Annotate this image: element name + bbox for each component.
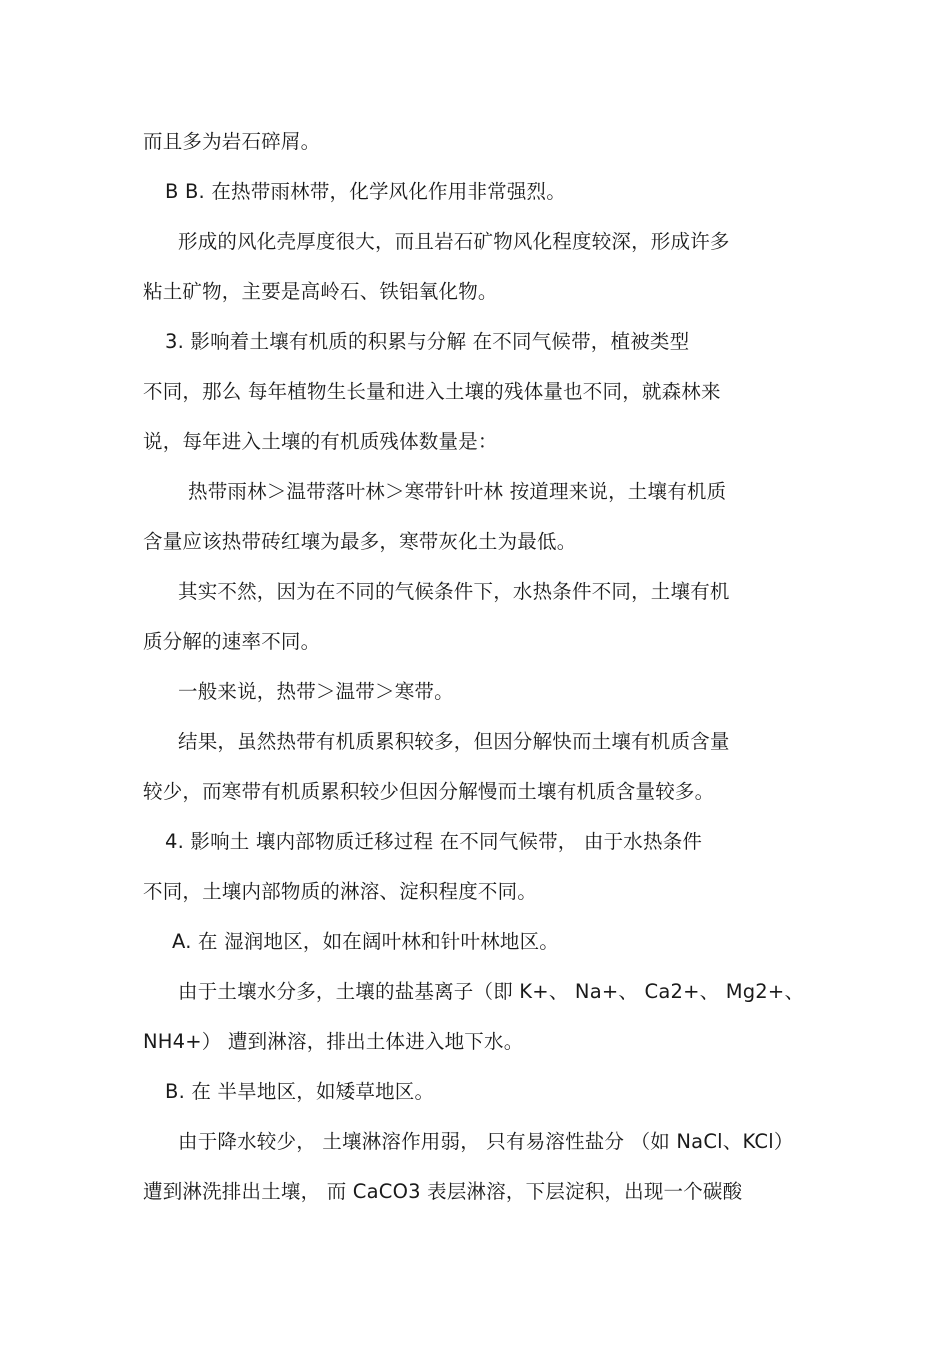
text-line: A. 在 湿润地区，如在阔叶林和针叶林地区。 [172,930,559,953]
text-line: 3. 影响着土壤有机质的积累与分解 在不同气候带，植被类型 [165,330,690,353]
text-line: 热带雨林＞温带落叶林＞寒带针叶林 按道理来说，土壤有机质 [188,480,727,503]
text-line: NH4+） 遭到淋溶，排出土体进入地下水。 [143,1030,524,1053]
text-line: 而且多为岩石碎屑。 [143,130,321,153]
text-line: 含量应该热带砖红壤为最多，寒带灰化土为最低。 [143,530,577,553]
text-line: 形成的风化壳厚度很大，而且岩石矿物风化程度较深，形成许多 [178,230,730,253]
text-line: 其实不然，因为在不同的气候条件下，水热条件不同，土壤有机 [178,580,730,603]
text-line: 不同，那么 每年植物生长量和进入土壤的残体量也不同，就森林来 [143,380,721,403]
text-line: B. 在 半旱地区，如矮草地区。 [165,1080,435,1103]
text-line: B B. 在热带雨林带，化学风化作用非常强烈。 [165,180,566,203]
text-line: 结果，虽然热带有机质累积较多，但因分解快而土壤有机质含量 [178,730,730,753]
text-line: 由于降水较少， 土壤淋溶作用弱， 只有易溶性盐分 （如 NaCl、KCl） [178,1130,794,1153]
text-line: 由于土壤水分多，土壤的盐基离子（即 K+、 Na+、 Ca2+、 Mg2+、 [178,980,805,1003]
text-line: 遭到淋洗排出土壤， 而 CaCO3 表层淋溶，下层淀积，出现一个碳酸 [143,1180,743,1203]
text-line: 说，每年进入土壤的有机质残体数量是： [143,430,498,453]
text-line: 4. 影响土 壤内部物质迁移过程 在不同气候带， 由于水热条件 [165,830,703,853]
text-line: 不同，土壤内部物质的淋溶、淀积程度不同。 [143,880,538,903]
text-line: 一般来说，热带＞温带＞寒带。 [178,680,454,703]
text-line: 粘土矿物，主要是高岭石、铁铝氧化物。 [143,280,498,303]
text-line: 较少，而寒带有机质累积较少但因分解慢而土壤有机质含量较多。 [143,780,715,803]
text-line: 质分解的速率不同。 [143,630,321,653]
